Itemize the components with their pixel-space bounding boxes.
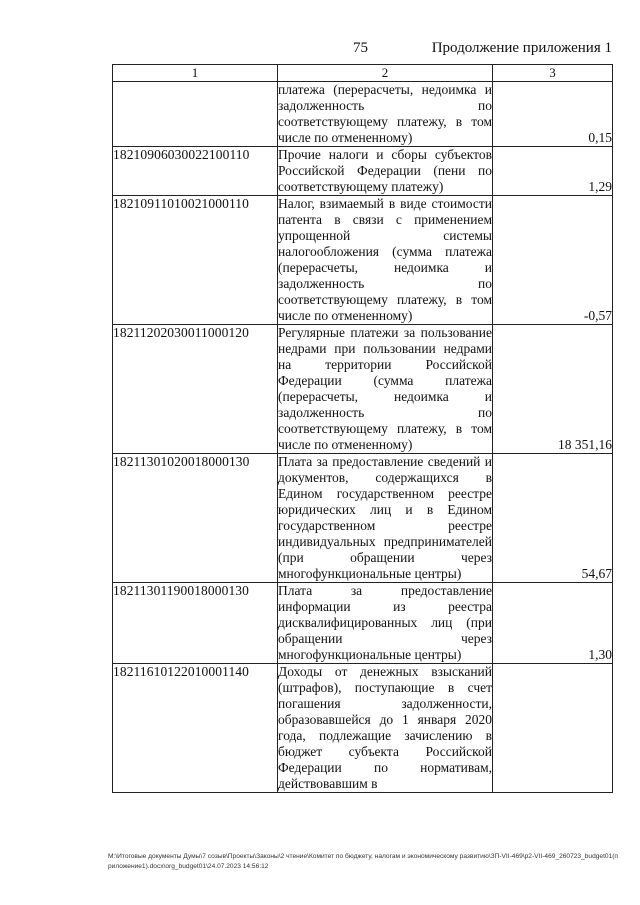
- table-row: [113, 196, 613, 325]
- column-header-description: 2: [278, 65, 493, 82]
- table-row: [113, 147, 613, 196]
- row-description: Регулярные платежи за пользование недрами при пользовании недрами на территории Российской Федерации (сумма платежа (перерасчеты, недоимка и задолженность по соответствующему платежу, в том числе по отмененному): [278, 325, 492, 452]
- row-amount: 1,29: [493, 147, 613, 196]
- row-code: 18211610122010001140: [113, 664, 278, 793]
- row-amount: -0,57: [493, 196, 613, 325]
- row-code: 18211202030011000120: [113, 325, 278, 454]
- row-amount: 0,15: [493, 82, 613, 147]
- row-description: Доходы от денежных взысканий (штрафов), поступающие в счет погашения задолженности, образовавшейся до 1 января 2020 года, подлежащие зачислению в бюджет субъекта Российской Федерации по нормативам, действовавшим в: [278, 664, 492, 791]
- row-description: Налог, взимаемый в виде стоимости патента в связи с применением упрощенной системы налогообложения (сумма платежа (перерасчеты, недоимка и задолженность по соответствующему платежу, в том числе по отмененному): [278, 196, 492, 323]
- table-row: [113, 583, 613, 664]
- row-description: Плата за предоставление информации из реестра дисквалифицированных лиц (при обращении через многофункциональные центры): [278, 583, 492, 662]
- row-amount: 54,67: [493, 454, 613, 583]
- row-code: 18210911010021000110: [113, 196, 278, 325]
- budget-table: [112, 64, 613, 793]
- column-header-code: 1: [113, 65, 278, 82]
- row-amount: 18 351,16: [493, 325, 613, 454]
- table-row: [113, 664, 613, 793]
- table-row: [113, 82, 613, 147]
- row-description: Плата за предоставление сведений и документов, содержащихся в Едином государственном реестре юридических лиц и в Едином государственном реестре индивидуальных предпринимателей (при обращении через многофункциональные центры): [278, 454, 492, 581]
- row-code: 18211301190018000130: [113, 583, 278, 664]
- column-header-amount: 3: [493, 65, 613, 82]
- continuation-label: Продолжение приложения 1: [431, 40, 612, 56]
- row-description: Прочие налоги и сборы субъектов Российской Федерации (пени по соответствующему платежу): [278, 147, 492, 194]
- row-code: 18210906030022100110: [113, 147, 278, 196]
- table-header-row: [113, 65, 613, 82]
- row-code: [113, 82, 278, 147]
- page-number: 75: [353, 40, 368, 56]
- row-description: платежа (перерасчеты, недоимка и задолженность по соответствующему платежу, в том числе по отмененному): [278, 82, 492, 145]
- row-amount: [493, 664, 613, 793]
- row-code: 18211301020018000130: [113, 454, 278, 583]
- table-row: [113, 454, 613, 583]
- table-row: [113, 325, 613, 454]
- row-amount: 1,30: [493, 583, 613, 664]
- document-path-footer: М:\Итоговые документы Думы\7 созыв\Проекты\Законы\2 чтение\Комитет по бюджету, налогам и экономическому развитию\ЗП-VII-469\р2-VII-469_260723_budget01(приложение1).docx\org_budget01\24.07.2023 14:56:12: [108, 853, 619, 870]
